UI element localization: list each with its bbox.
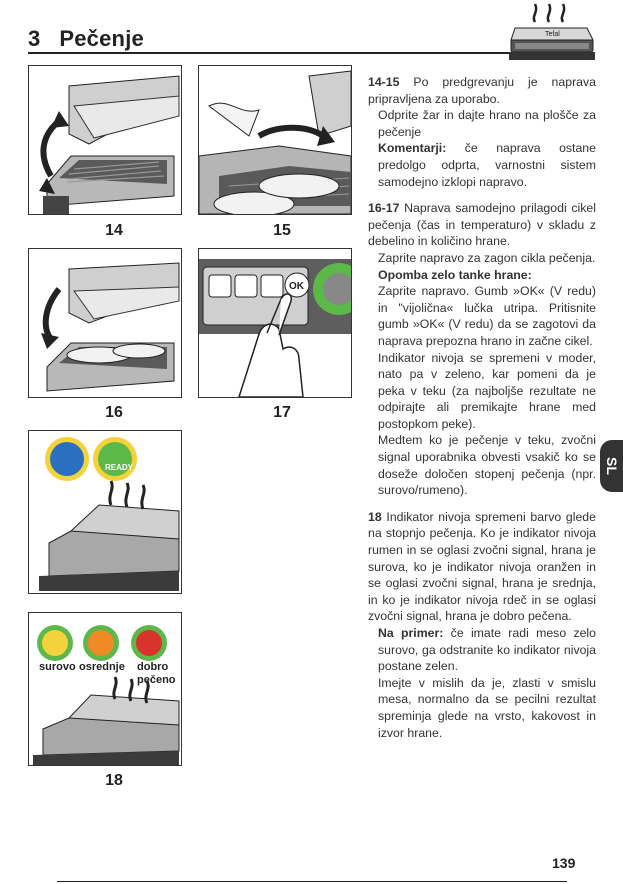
- step-16-17-text-4: Medtem ko je pečenje v teku, zvočni signal uporabnika obvesti vsakič ko se doseže določen stopenj pečenja (npr. surovo/rumeno).: [378, 433, 596, 498]
- figure-16-label: 16: [105, 404, 123, 421]
- doneness-rare-label: surovo: [39, 661, 76, 673]
- footer-rule: [57, 881, 567, 882]
- step-16-17-thin-text: Zaprite napravo. Gumb »OK« (V redu) in "vijolična« lučka utripa. Pritisnite gumb »OK« (V redu) da se zagotovi da naprava prepozna hrano in začne cikel.: [378, 284, 596, 348]
- figure-14-open-grill: [28, 65, 182, 215]
- figure-18-cooking-progress: [28, 430, 182, 594]
- title-rule: [28, 52, 528, 54]
- figure-17-press-ok: [198, 248, 352, 398]
- figure-16-close-grill: [28, 248, 182, 398]
- ready-label: READY: [105, 463, 134, 472]
- step-18-example: če imate radi meso zelo surovo, ga odstranite ko indikator nivoja postane zelen.: [378, 626, 596, 674]
- step-18-number: 18: [368, 509, 382, 524]
- step-16-17-text-3: Indikator nivoja se spremeni v moder, nato pa v zeleno, kar pomeni da je peka v teku (za najboljše rezultate ne odpirajte ali premikajte hrane med postopkom peke).: [378, 350, 596, 431]
- page-number: 139: [552, 855, 576, 871]
- ok-button-label: OK: [289, 281, 304, 292]
- figure-17-label: 17: [273, 404, 291, 421]
- step-16-17-number: 16-17: [368, 201, 400, 216]
- step-14-15-text-1: Po predgrevanju je naprava pripravljena za uporabo.: [368, 75, 596, 106]
- instructions-column: [368, 74, 596, 741]
- language-tab: SL: [600, 440, 623, 492]
- step-16-17-text-1: Naprava samodejno prilagodi cikel pečenja (čas in temperaturo) v skladu z debelino in količino hrane.: [368, 201, 596, 249]
- step-18-example-label: Na primer:: [378, 626, 444, 640]
- doneness-well-done-label: dobro pečeno: [137, 661, 176, 686]
- figure-15-place-food: [198, 65, 352, 215]
- step-18-text-1: Indikator nivoja spremeni barvo glede na stopnjo pečenja. Ko je indikator nivoja rumen in se oglasi zvočni signal, hrana je surova, ko je indikator nivoja oranžen in se oglasi zvočni signal, hrana je srednja, in ko je indikator nivoja rdeč in se oglasi zvočni signal, hrana je dobro pečena.: [368, 509, 596, 624]
- section-number: 3: [28, 26, 41, 51]
- figure-18-doneness-levels: [28, 612, 182, 766]
- step-14-15-text-2: Odprite žar in dajte hrano na plošče za pečenje: [378, 108, 596, 139]
- figure-18-label: 18: [105, 772, 123, 789]
- step-14-15-note-label: Komentarji:: [378, 141, 447, 156]
- header-grill-illustration: [505, 0, 597, 68]
- section-heading: [28, 26, 144, 52]
- section-title: Pečenje: [59, 26, 144, 51]
- brand-mark: Tefal: [545, 31, 560, 38]
- figure-15-label: 15: [273, 222, 291, 239]
- doneness-medium-label: osrednje: [79, 661, 125, 673]
- step-18-text-2: Imejte v mislih da je, zlasti v smislu mesa, normalno da se pecilni rezultat spreminja glede na vrsto, kakovost in izvor hrane.: [378, 675, 596, 740]
- figure-14-label: 14: [105, 222, 123, 239]
- step-16-17-text-2: Zaprite napravo za zagon cikla pečenja.: [378, 250, 596, 265]
- step-16-17-thin-label: Opomba zelo tanke hrane:: [378, 267, 532, 282]
- step-14-15-note: če naprava ostane predolgo odprta, varnostni sistem samodejno izklopi napravo.: [378, 141, 596, 189]
- step-14-15-number: 14-15: [368, 75, 400, 89]
